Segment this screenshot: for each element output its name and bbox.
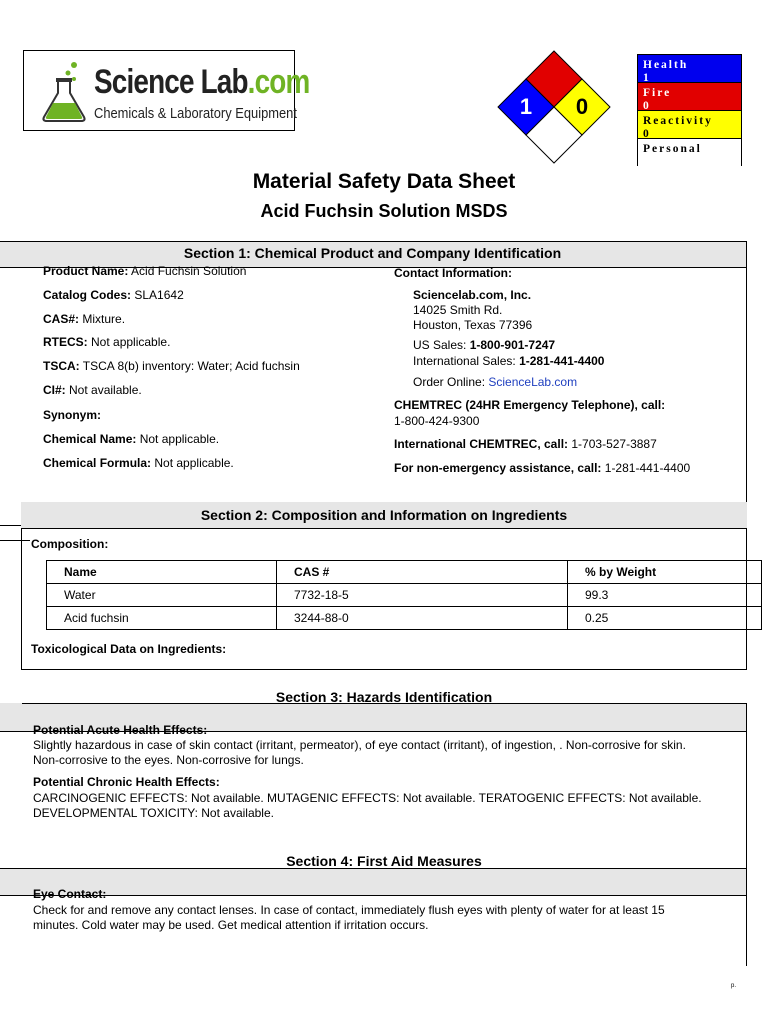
logo-tagline: Chemicals & Laboratory Equipment [94,105,297,122]
hmis-label [637,54,742,166]
table-cell: 7732-18-5 [277,584,568,607]
rtecs-field: RTECS: Not applicable. [43,335,171,349]
chronic-effects-label: Potential Chronic Health Effects: [33,775,220,789]
logo-wordmark: Science Lab.com [94,63,310,101]
chemtrec-label: CHEMTREC (24HR Emergency Telephone), call: [394,398,666,412]
acute-effects-line-1: Slightly hazardous in case of skin contact (irritant, permeator), of eye contact (irritant), of ingestion, . Non-corrosive for skin. [33,738,686,752]
divider [746,703,747,871]
column-header: Name [47,561,277,584]
tsca-field: TSCA: TSCA 8(b) inventory: Water; Acid fuchsin [43,359,300,373]
hmis-reactivity-row: Reactivity 0 [638,111,741,139]
composition-table [46,560,762,630]
sciencelab-link[interactable]: ScienceLab.com [488,375,578,389]
chemical-formula-field: Chemical Formula: Not applicable. [43,456,234,470]
table-cell: 3244-88-0 [277,607,568,630]
footer-mark: p. [731,983,737,989]
document-subtitle: Acid Fuchsin Solution MSDS [260,201,508,221]
address-line-1: 14025 Smith Rd. [413,303,503,317]
hmis-personal-row: Personal [638,139,741,167]
chronic-effects-line-2: DEVELOPMENTAL TOXICITY: Not available. [33,806,274,820]
cas-field: CAS#: Mixture. [43,312,126,326]
intl-sales-field: International Sales: 1-281-441-4400 [413,354,605,368]
nfpa-reactivity-value: 0 [575,94,589,119]
hmis-health-row: Health 1 [638,55,741,83]
section-4-heading: Section 4: First Aid Measures [286,853,482,869]
column-header: % by Weight [568,561,762,584]
catalog-codes-field: Catalog Codes: SLA1642 [43,288,184,302]
chemtrec-phone: 1-800-424-9300 [394,414,480,428]
acute-effects-label: Potential Acute Health Effects: [33,723,208,737]
acute-effects-line-2: Non-corrosive to the eyes. Non-corrosive for lungs. [33,753,304,767]
column-header: CAS # [277,561,568,584]
intl-chemtrec-field: International CHEMTREC, call: 1-703-527-3887 [394,437,657,451]
chemical-name-field: Chemical Name: Not applicable. [43,432,220,446]
section-3-heading: Section 3: Hazards Identification [275,689,493,705]
divider [746,896,747,966]
table-cell: 0.25 [568,607,762,630]
table-cell: Water [47,584,277,607]
flask-icon [38,61,92,123]
toxicological-label: Toxicological Data on Ingredients: [31,642,227,656]
company-name: Sciencelab.com, Inc. [413,288,532,302]
synonym-field: Synonym: [43,408,102,422]
table-header-row [47,561,762,584]
us-sales-field: US Sales: 1-800-901-7247 [413,338,556,352]
section-2-heading: Section 2: Composition and Information on Ingredients [21,502,747,529]
contact-info-label: Contact Information: [394,266,512,280]
ci-field: CI#: Not available. [43,383,142,397]
table-row [47,584,762,607]
hmis-fire-row: Fire 0 [638,83,741,111]
product-name-field: Product Name: Acid Fuchsin Solution [43,264,247,278]
table-row [47,607,762,630]
document-title: Material Safety Data Sheet [252,170,516,193]
non-emergency-field: For non-emergency assistance, call: 1-281-441-4400 [394,461,691,475]
nfpa-health-value: 1 [519,94,533,119]
table-cell: 99.3 [568,584,762,607]
section-1-heading: Section 1: Chemical Product and Company Identification [0,241,747,268]
table-cell: Acid fuchsin [47,607,277,630]
eye-contact-line-1: Check for and remove any contact lenses. In case of contact, immediately flush eyes with plenty of water for at least 15 [33,903,665,917]
order-online-field: Order Online: ScienceLab.com [413,375,578,389]
sciencelab-logo [23,50,310,131]
composition-label: Composition: [31,537,109,551]
nfpa-diamond [497,50,611,164]
chronic-effects-line-1: CARCINOGENIC EFFECTS: Not available. MUTAGENIC EFFECTS: Not available. TERATOGENIC EFFECTS: Not available. [33,791,702,805]
eye-contact-label: Eye Contact: [33,887,107,901]
divider [0,540,30,541]
eye-contact-line-2: minutes. Cold water may be used. Get medical attention if irritation occurs. [33,918,429,932]
address-line-2: Houston, Texas 77396 [413,318,533,332]
